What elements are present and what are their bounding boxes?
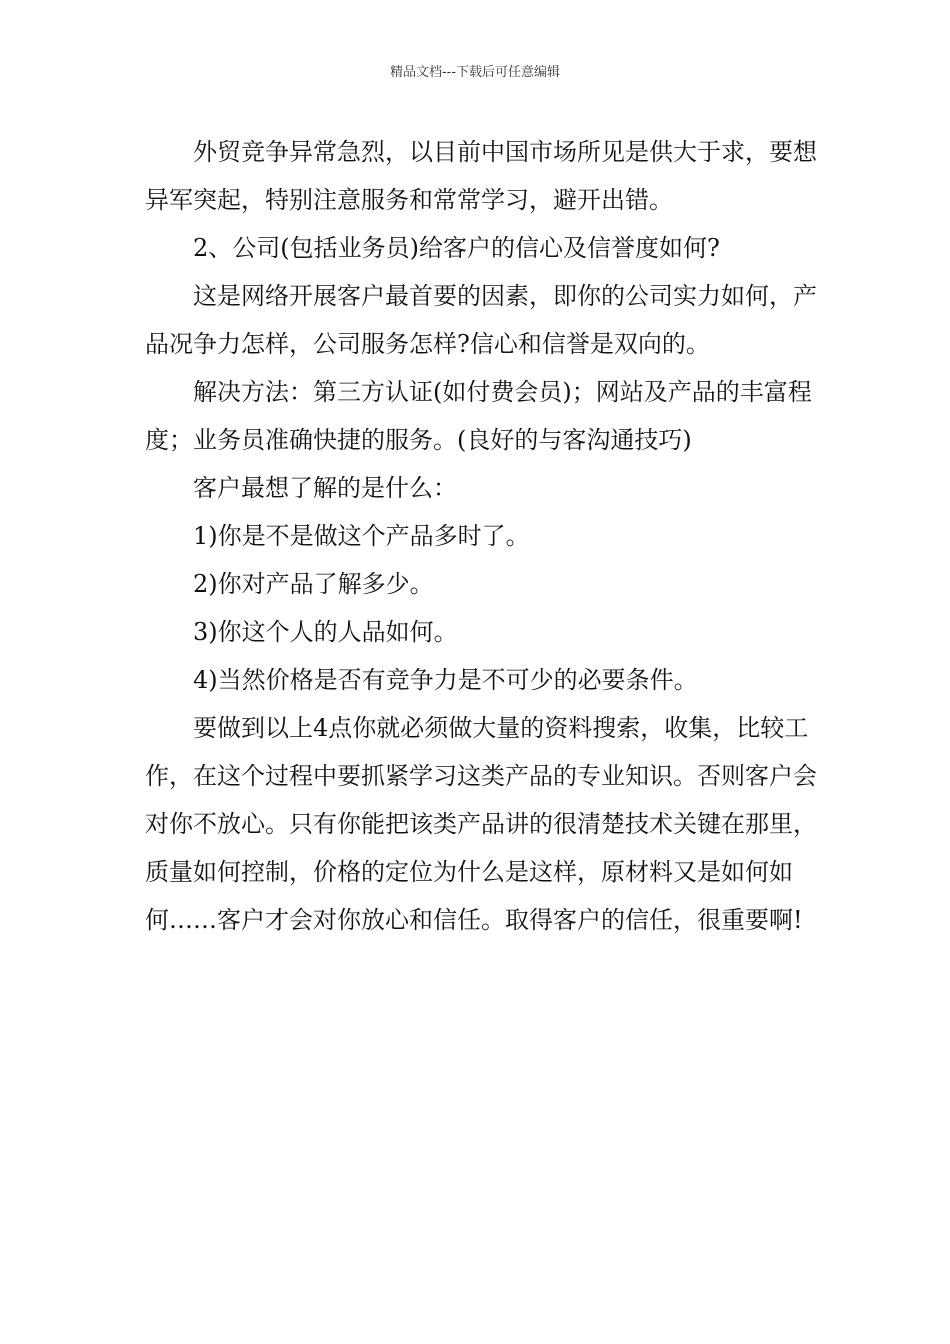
page-header: 精品文档---下载后可任意编辑 [389, 65, 561, 80]
paragraph-heading-trust: 2、公司(包括业务员)给客户的信心及信誉度如何? [193, 234, 720, 262]
list-item-4: 4)当然价格是否有竞争力是不可少的必要条件。 [193, 666, 698, 694]
paragraph-solution: 解决方法：第三方认证(如付费会员)；网站及产品的丰富程度；业务员准确快捷的服务。(良好的与客沟通技巧) [145, 378, 812, 454]
paragraph-conclusion: 要做到以上4点你就必须做大量的资料搜索，收集，比较工作，在这个过程中要抓紧学习这类产品的专业知识。否则客户会对你不放心。只有你能把该类产品讲的很清楚技术关键在那里，质量如何控制，价格的定位为什么是这样，原材料又是如何如何……客户才会对你放心和信任。取得客户的信任，很重要啊! [145, 714, 817, 934]
document-body [145, 128, 835, 944]
paragraph-trust-factor: 这是网络开展客户最首要的因素，即你的公司实力如何，产品况争力怎样，公司服务怎样?信心和信誉是双向的。 [145, 282, 817, 358]
paragraph-customer-wants: 客户最想了解的是什么： [193, 474, 457, 502]
list-item-2: 2)你对产品了解多少。 [193, 570, 434, 598]
list-item-1: 1)你是不是做这个产品多时了。 [193, 522, 530, 550]
list-item-3: 3)你这个人的人品如何。 [193, 618, 458, 646]
paragraph-competition: 外贸竞争异常急烈，以目前中国市场所见是供大于求，要想异军突起，特别注意服务和常常学习，避开出错。 [145, 138, 817, 214]
